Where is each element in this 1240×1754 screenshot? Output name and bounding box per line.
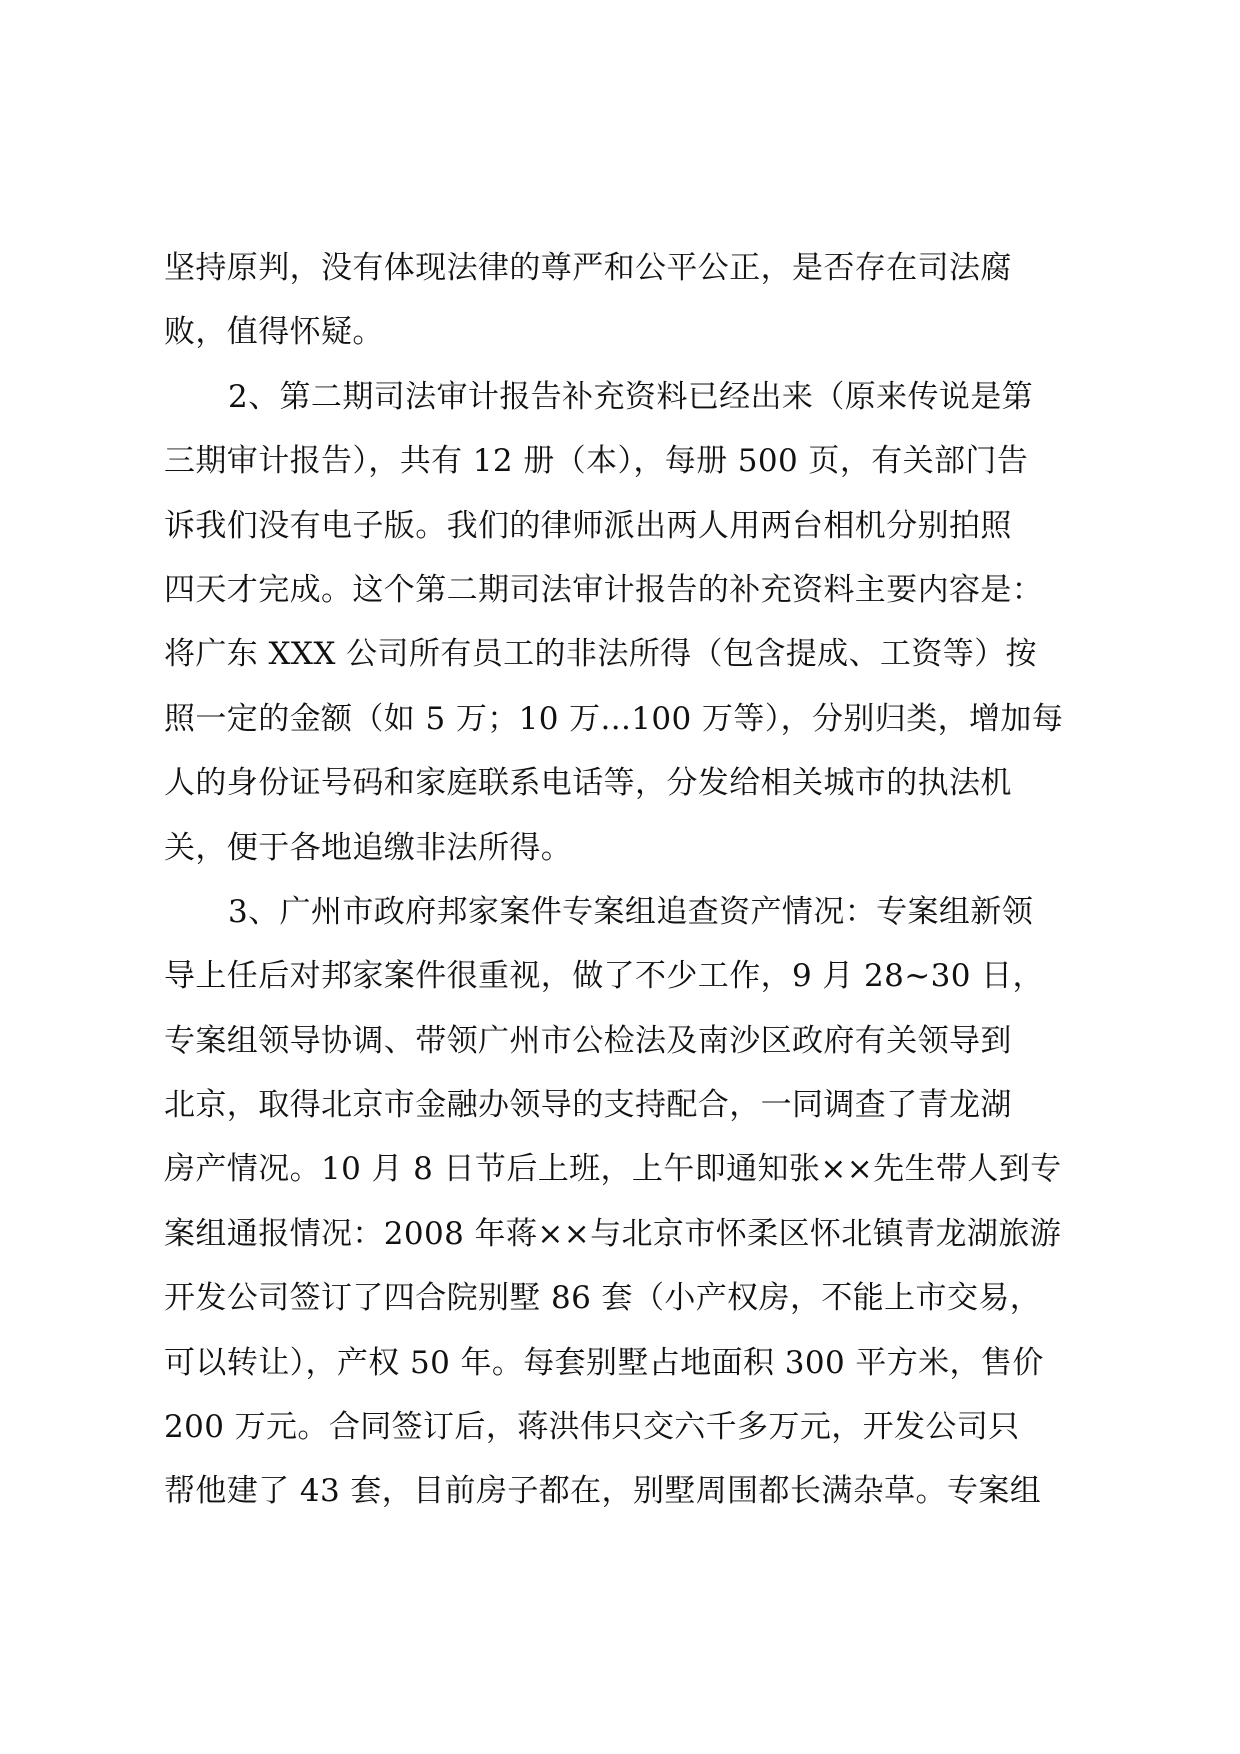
body-text	[164, 236, 1094, 1524]
text-line: 北京，取得北京市金融办领导的支持配合，一同调查了青龙湖	[164, 1087, 1012, 1124]
text-line: 人的身份证号码和家庭联系电话等，分发给相关城市的执法机	[164, 765, 1012, 802]
text-line: 帮他建了 43 套，目前房子都在，别墅周围都长满杂草。专案组	[164, 1473, 1042, 1510]
text-line: 四天才完成。这个第二期司法审计报告的补充资料主要内容是：	[164, 571, 1044, 608]
text-line: 关，便于各地追缴非法所得。	[164, 829, 573, 866]
text-line: 房产情况。10 月 8 日节后上班，上午即通知张××先生带人到专	[164, 1151, 1062, 1188]
paragraph-start-line: 3、广州市政府邦家案件专案组追查资产情况：专案组新领	[228, 893, 1034, 930]
text-line: 可以转让），产权 50 年。每套别墅占地面积 300 平方米，售价	[164, 1344, 1044, 1381]
text-line: 案组通报情况：2008 年蒋××与北京市怀柔区怀北镇青龙湖旅游	[164, 1215, 1062, 1252]
text-line: 诉我们没有电子版。我们的律师派出两人用两台相机分别拍照	[164, 507, 1012, 544]
text-line: 坚持原判，没有体现法律的尊严和公平公正，是否存在司法腐	[164, 250, 1012, 286]
text-line: 开发公司签订了四合院别墅 86 套（小产权房，不能上市交易，	[164, 1280, 1042, 1317]
text-line: 败，值得怀疑。	[164, 314, 384, 351]
text-line: 三期审计报告），共有 12 册（本），每册 500 页，有关部门告	[164, 443, 1029, 480]
text-line: 照一定的金额（如 5 万；10 万...100 万等），分别归类，增加每	[164, 700, 1064, 737]
text-line: 将广东 XXX 公司所有员工的非法所得（包含提成、工资等）按	[164, 636, 1037, 673]
text-line: 专案组领导协调、带领广州市公检法及南沙区政府有关领导到	[164, 1022, 1012, 1059]
text-line: 200 万元。合同签订后，蒋洪伟只交六千多万元，开发公司只	[164, 1409, 1020, 1446]
text-line: 导上任后对邦家案件很重视，做了不少工作，9 月 28~30 日，	[164, 958, 1044, 995]
paragraph-start-line: 2、第二期司法审计报告补充资料已经出来（原来传说是第	[228, 378, 1034, 415]
